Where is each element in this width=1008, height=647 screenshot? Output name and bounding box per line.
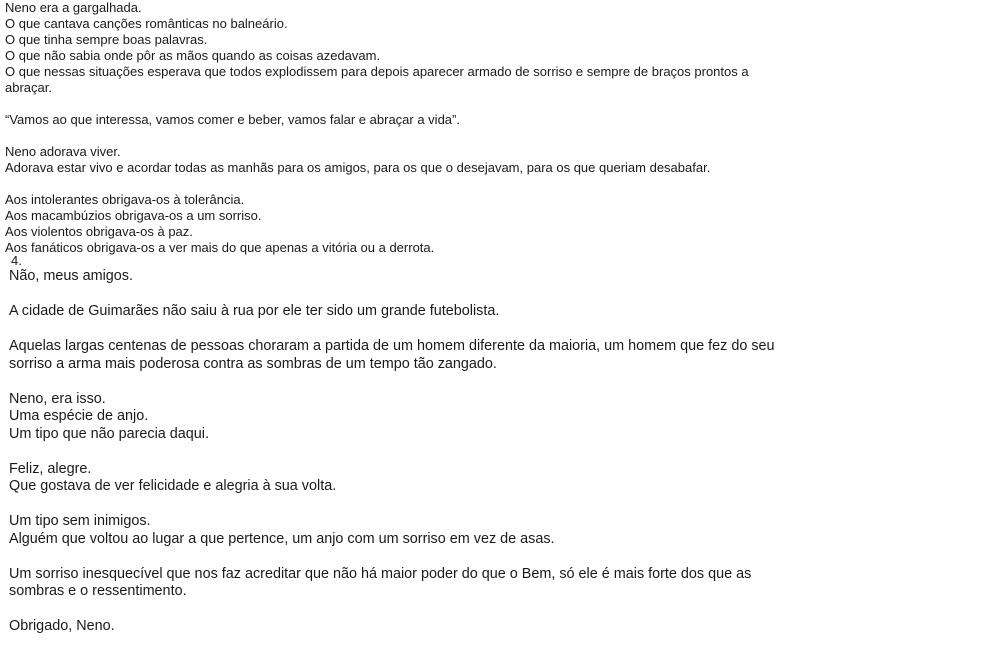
text-line: O que nessas situações esperava que todos explodissem para depois aparecer armado de sorriso e sempre de braços prontos a abraçar.	[5, 64, 749, 95]
text-section-2	[9, 268, 809, 636]
text-line: Alguém que voltou ao lugar a que pertence, um anjo com um sorriso em vez de asas.	[9, 530, 555, 547]
text-line: Um sorriso inesquecível que nos faz acreditar que não há maior poder do que o Bem, só ele é mais forte dos que as sombras e o ressentimento.	[9, 565, 752, 599]
paragraph-gap	[9, 373, 809, 391]
text-line: Um tipo que não parecia daqui.	[9, 425, 210, 442]
text-line: Um tipo sem inimigos.	[9, 513, 151, 529]
text-line: O que cantava canções românticas no balneário.	[5, 16, 288, 31]
text-line: O que não sabia onde pôr as mãos quando as coisas azedavam.	[5, 48, 381, 63]
paragraph-gap	[5, 176, 805, 192]
text-line: Aquelas largas centenas de pessoas choraram a partida de um homem diferente da maioria, um homem que fez do seu sorriso a arma mais poderosa contra as sombras de um tempo tão zangado.	[9, 338, 775, 372]
paragraph-gap	[9, 496, 809, 514]
text-line: O que tinha sempre boas palavras.	[5, 32, 208, 47]
paragraph-gap	[5, 96, 805, 112]
paragraph-gap	[9, 548, 809, 566]
quote-line: “Vamos ao que interessa, vamos comer e beber, vamos falar e abraçar a vida”.	[5, 112, 460, 127]
text-line: Adorava estar vivo e acordar todas as manhãs para os amigos, para os que o desejavam, para os que queriam desabafar.	[5, 160, 711, 175]
text-line: Que gostava de ver felicidade e alegria à sua volta.	[9, 478, 337, 494]
paragraph-gap	[5, 128, 805, 144]
text-line: Aos intolerantes obrigava-os à tolerância.	[5, 192, 245, 207]
paragraph-gap	[9, 443, 809, 461]
paragraph-gap	[9, 286, 809, 304]
text-line: Neno, era isso.	[9, 390, 106, 407]
text-line: Feliz, alegre.	[9, 460, 92, 477]
page-number: 4.	[11, 253, 22, 268]
text-line: Uma espécie de anjo.	[9, 408, 149, 424]
text-line: Obrigado, Neno.	[9, 618, 115, 634]
paragraph-gap	[9, 321, 809, 339]
text-line: Aos macambúzios obrigava-os a um sorriso.	[5, 208, 262, 223]
text-line: Não, meus amigos.	[9, 268, 133, 284]
text-line: Aos fanáticos obrigava-os a ver mais do que apenas a vitória ou a derrota.	[5, 240, 435, 255]
text-line: Aos violentos obrigava-os à paz.	[5, 224, 193, 239]
text-line: Neno adorava viver.	[5, 144, 121, 159]
text-line: Neno era a gargalhada.	[5, 0, 142, 15]
text-section-1	[5, 0, 805, 256]
text-line: A cidade de Guimarães não saiu à rua por ele ter sido um grande futebolista.	[9, 303, 500, 319]
paragraph-gap	[9, 601, 809, 619]
